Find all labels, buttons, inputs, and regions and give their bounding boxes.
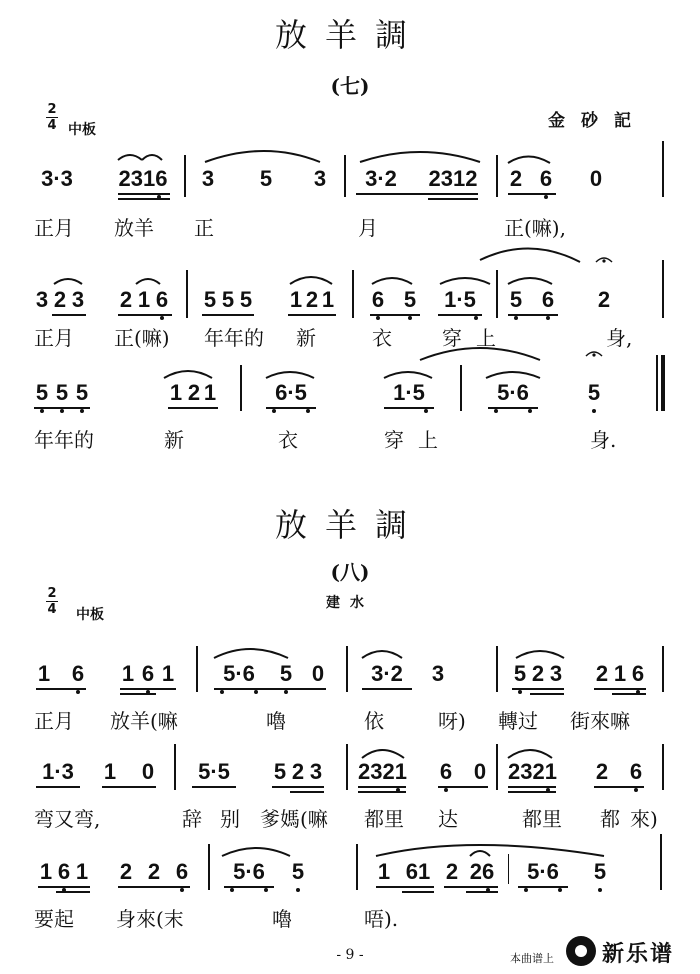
notation-row bbox=[34, 379, 664, 413]
slur bbox=[508, 157, 550, 164]
lyric: 都里 bbox=[522, 807, 562, 831]
note: 2316 bbox=[118, 166, 168, 191]
note: 5 bbox=[35, 380, 49, 405]
slur bbox=[516, 651, 564, 658]
lyric-row bbox=[34, 424, 664, 454]
fermata bbox=[586, 352, 602, 356]
lyric: 穿 bbox=[442, 326, 462, 350]
note: 2 bbox=[53, 287, 67, 312]
note: 5 bbox=[273, 759, 287, 784]
note: 1 bbox=[377, 859, 391, 884]
note: 1 bbox=[39, 859, 53, 884]
slur bbox=[214, 649, 288, 658]
song2-time-signature bbox=[46, 587, 58, 616]
note: 2 bbox=[119, 287, 133, 312]
lyric: 放羊(嘛 bbox=[110, 709, 178, 733]
note: 5·5 bbox=[198, 759, 230, 784]
lyric: 正(嘛) bbox=[114, 326, 170, 350]
lyric-row bbox=[34, 705, 664, 735]
lyric-row bbox=[34, 212, 664, 242]
lyric: 街來嘛 bbox=[570, 709, 630, 733]
note: 0 bbox=[311, 661, 325, 686]
lyric: 衣 bbox=[278, 428, 298, 452]
lyric: 嚕 bbox=[266, 709, 286, 733]
slur bbox=[480, 248, 580, 262]
note: 5·6 bbox=[527, 859, 559, 884]
lyric: 穿上 bbox=[384, 428, 452, 452]
lyric: 新 bbox=[164, 428, 184, 452]
note: 2 bbox=[595, 661, 609, 686]
note: 2 bbox=[597, 287, 611, 312]
notation-row bbox=[34, 286, 664, 320]
note: 2321 bbox=[508, 759, 557, 784]
source-label: 本曲谱上 bbox=[510, 952, 554, 965]
note: 5 bbox=[509, 287, 523, 312]
song2-tempo: 中板 bbox=[76, 607, 104, 623]
note: 6 bbox=[439, 759, 453, 784]
slur bbox=[360, 152, 480, 162]
lyric: 唔). bbox=[364, 907, 399, 931]
lyric-row bbox=[34, 903, 664, 933]
note: 3·2 bbox=[365, 166, 397, 191]
slur bbox=[508, 278, 552, 284]
note: 1 bbox=[169, 380, 183, 405]
note: 3 bbox=[309, 759, 323, 784]
slur bbox=[362, 750, 404, 758]
note: 5·6 bbox=[497, 380, 529, 405]
note: 6 bbox=[541, 287, 555, 312]
slur bbox=[376, 845, 604, 856]
note: 5·6 bbox=[233, 859, 265, 884]
fermata bbox=[596, 258, 612, 262]
slur bbox=[290, 277, 332, 284]
note: 6 bbox=[539, 166, 553, 191]
note: 3 bbox=[549, 661, 563, 686]
note: 5 bbox=[403, 287, 417, 312]
note: 5 bbox=[587, 380, 601, 405]
note: 0 bbox=[141, 759, 155, 784]
note: 6 bbox=[631, 661, 645, 686]
note: 2 bbox=[595, 759, 609, 784]
lyric: 身來(末 bbox=[116, 907, 184, 931]
note: 5 bbox=[593, 859, 607, 884]
slur bbox=[54, 279, 82, 284]
page-number: - 9 - bbox=[336, 947, 364, 963]
lyric: 正月 bbox=[34, 216, 74, 240]
slur bbox=[142, 155, 162, 160]
note: 1 bbox=[321, 287, 335, 312]
lyric-row bbox=[34, 322, 664, 352]
song1-number: (七) bbox=[330, 74, 370, 98]
time-top: 2 bbox=[47, 102, 57, 117]
note: 1·3 bbox=[42, 759, 74, 784]
note: 26 bbox=[469, 859, 495, 884]
lyric: 月 bbox=[358, 216, 378, 240]
lyric-row bbox=[34, 803, 664, 833]
time-bottom: 4 bbox=[47, 118, 57, 133]
slur bbox=[222, 848, 290, 856]
note: 1 bbox=[203, 380, 217, 405]
time-bottom: 4 bbox=[47, 602, 57, 617]
note: 1 bbox=[161, 661, 175, 686]
lyric: 轉过 bbox=[498, 709, 538, 733]
lyric: 达 bbox=[438, 807, 458, 831]
note: 2321 bbox=[358, 759, 407, 784]
note: 5 bbox=[513, 661, 527, 686]
lyric: 都 bbox=[600, 807, 620, 831]
slur bbox=[164, 371, 212, 378]
lyric: 年年的 bbox=[34, 428, 94, 452]
note: 6 bbox=[57, 859, 71, 884]
note: 1 bbox=[103, 759, 117, 784]
slur bbox=[470, 851, 490, 856]
lyric: 辞 bbox=[182, 807, 202, 831]
note: 1 bbox=[121, 661, 135, 686]
lyric: 新 bbox=[296, 326, 316, 350]
note: 2 bbox=[119, 859, 133, 884]
song2-title: 放羊調 bbox=[274, 506, 425, 544]
song1-time-signature bbox=[46, 103, 58, 132]
lyric: 身. bbox=[590, 428, 617, 452]
note: 1 bbox=[137, 287, 151, 312]
note: 0 bbox=[473, 759, 487, 784]
note: 2 bbox=[445, 859, 459, 884]
note: 2 bbox=[305, 287, 319, 312]
slur bbox=[384, 372, 432, 378]
note: 1·5 bbox=[444, 287, 476, 312]
slur bbox=[440, 278, 490, 284]
lyric: 上 bbox=[476, 326, 496, 350]
song2-credit: 建水 bbox=[326, 595, 374, 611]
note: 1·5 bbox=[393, 380, 425, 405]
slur bbox=[205, 151, 320, 162]
lyric: 爹媽(嘛 bbox=[260, 807, 328, 831]
note: 3 bbox=[431, 661, 445, 686]
notation-row bbox=[34, 165, 664, 199]
note: 3·3 bbox=[41, 166, 73, 191]
logo-text: 新乐谱 bbox=[602, 942, 675, 967]
notation-row bbox=[34, 858, 664, 892]
disc-icon bbox=[566, 936, 596, 966]
note: 3 bbox=[71, 287, 85, 312]
note: 2 bbox=[147, 859, 161, 884]
fermata-dot bbox=[592, 353, 595, 356]
note: 3 bbox=[35, 287, 49, 312]
note: 5 bbox=[221, 287, 235, 312]
note: 6 bbox=[371, 287, 385, 312]
lyric: 正 bbox=[194, 216, 214, 240]
note: 1 bbox=[289, 287, 303, 312]
song1-credit: 金砂記 bbox=[548, 111, 647, 131]
lyric: 正月 bbox=[34, 326, 74, 350]
note: 1 bbox=[75, 859, 89, 884]
note: 1 bbox=[37, 661, 51, 686]
lyric: 依 bbox=[364, 709, 384, 733]
note: 2 bbox=[509, 166, 523, 191]
note: 5 bbox=[259, 166, 273, 191]
note: 61 bbox=[405, 859, 431, 884]
note: 2 bbox=[187, 380, 201, 405]
time-top: 2 bbox=[47, 586, 57, 601]
note: 5 bbox=[55, 380, 69, 405]
note: 1 bbox=[613, 661, 627, 686]
note: 6 bbox=[629, 759, 643, 784]
slur bbox=[486, 372, 540, 378]
slur bbox=[266, 372, 314, 378]
lyric: 嚕 bbox=[272, 907, 292, 931]
note: 5·6 bbox=[223, 661, 255, 686]
lyric: 正(嘛), bbox=[504, 216, 566, 240]
note: 5 bbox=[75, 380, 89, 405]
notation-row bbox=[34, 660, 664, 694]
site-logo[interactable] bbox=[566, 935, 696, 969]
lyric: 正月 bbox=[34, 709, 74, 733]
note: 6·5 bbox=[275, 380, 307, 405]
slur bbox=[118, 155, 142, 160]
lyric: 放羊 bbox=[114, 216, 154, 240]
note: 2 bbox=[531, 661, 545, 686]
lyric: 别 bbox=[220, 807, 240, 831]
note: 6 bbox=[71, 661, 85, 686]
note: 6 bbox=[141, 661, 155, 686]
note: 2 bbox=[291, 759, 305, 784]
song2-number: (八) bbox=[330, 560, 370, 584]
note: 3 bbox=[201, 166, 215, 191]
note: 5 bbox=[279, 661, 293, 686]
lyric: 弯又弯, bbox=[34, 807, 101, 831]
note: 2312 bbox=[428, 166, 478, 191]
lyric: 年年的 bbox=[204, 326, 264, 350]
notation-row bbox=[34, 758, 664, 792]
lyric: 來) bbox=[630, 807, 658, 831]
lyric: 衣 bbox=[372, 326, 392, 350]
note: 5 bbox=[203, 287, 217, 312]
slur bbox=[362, 651, 402, 658]
note: 3 bbox=[313, 166, 327, 191]
slur bbox=[508, 750, 552, 758]
song1-title: 放羊調 bbox=[274, 16, 425, 54]
lyric: 呀) bbox=[438, 709, 466, 733]
note: 6 bbox=[155, 287, 169, 312]
note: 3·2 bbox=[371, 661, 403, 686]
song1-tempo: 中板 bbox=[68, 122, 96, 138]
note: 6 bbox=[175, 859, 189, 884]
lyric: 都里 bbox=[364, 807, 404, 831]
note: 5 bbox=[239, 287, 253, 312]
note: 0 bbox=[589, 166, 603, 191]
slur bbox=[372, 278, 412, 284]
lyric: 要起 bbox=[34, 907, 74, 931]
note: 5 bbox=[291, 859, 305, 884]
fermata-dot bbox=[602, 259, 605, 262]
slur bbox=[136, 279, 160, 284]
lyric: 身, bbox=[606, 326, 633, 350]
